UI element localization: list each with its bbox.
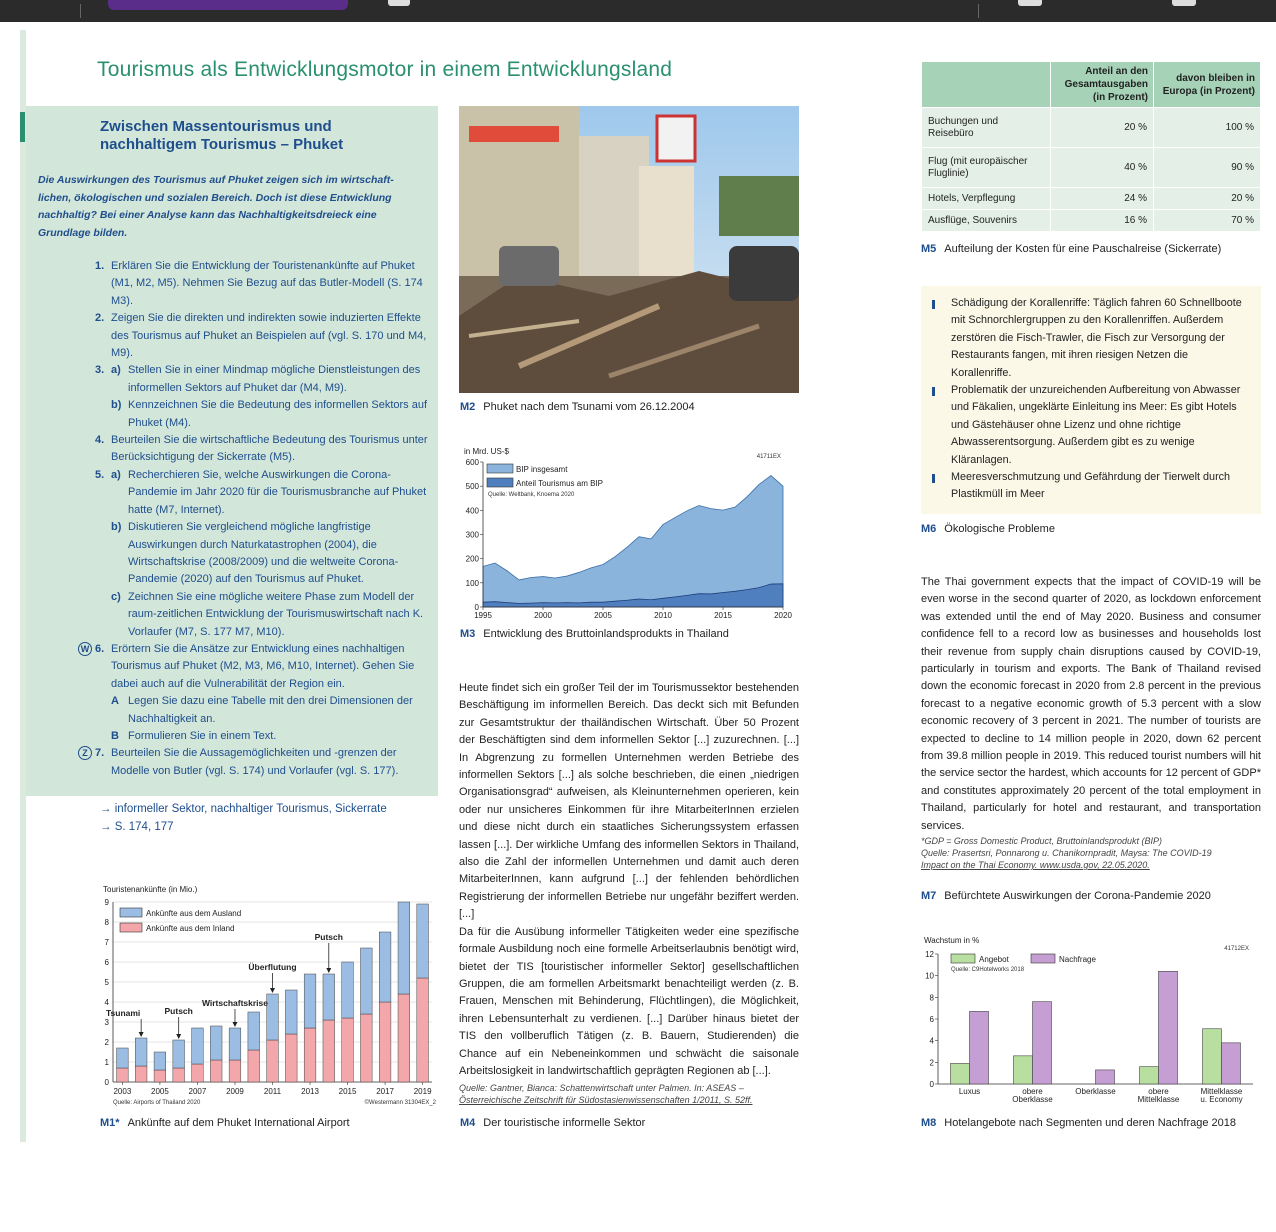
m7-caption (921, 890, 1211, 902)
caption-text: Aufteilung der Kosten für eine Pauschalreise (Sickerrate) (944, 243, 1222, 255)
bar-inland-2011 (267, 1040, 279, 1082)
bar-inland-2016 (361, 1014, 373, 1082)
m1-legend (120, 908, 241, 933)
y-tick-label: 0 (104, 1078, 109, 1087)
m3-legend (487, 464, 603, 498)
bar-inland-2018 (398, 994, 410, 1082)
annotation-label: Putsch (314, 932, 343, 942)
bar-angebot-1 (1014, 1056, 1033, 1084)
bar-inland-2019 (417, 978, 429, 1082)
m1-y-ticks (105, 898, 110, 1087)
bar-ausland-2013 (304, 974, 316, 1028)
task-text: Erörtern Sie die Ansätze zur Entwicklung eines nachhaltigen Tourismus auf Phuket (M2, M3, M6, M10, Internet). Gehen Sie dabei auch auf die Vulnerabilität der Region ein. (111, 642, 415, 690)
task-6b (111, 728, 434, 745)
building-mid (579, 136, 649, 286)
task-number: 7. (95, 747, 105, 760)
bar-nachfrage-4 (1222, 1043, 1241, 1084)
legend-label-inland: Ankünfte aus dem Inland (146, 924, 235, 933)
m3-source: Quelle: Weltbank, Knoema 2020 (488, 492, 575, 498)
subtask-label: B (111, 729, 119, 742)
task-6a (111, 693, 434, 728)
task-mark-w: W (78, 642, 92, 656)
legend-swatch-nachfrage (1031, 954, 1055, 963)
y-tick-label: 2 (104, 1038, 109, 1047)
m2-photo-tsunami (459, 106, 799, 393)
m1-chart (96, 880, 440, 1110)
y-tick-label: 3 (104, 1018, 109, 1027)
bar-nachfrage-0 (970, 1011, 989, 1084)
bar-inland-2013 (304, 1028, 316, 1082)
x-category-label: u. Economy (1200, 1095, 1243, 1104)
m1-x-ticks (113, 1082, 432, 1096)
toolbar-icon[interactable] (1172, 0, 1196, 6)
x-tick-label: 2010 (654, 611, 672, 620)
wrecked-car (499, 246, 559, 286)
task-text: Formulieren Sie in einem Text. (128, 729, 277, 742)
task-text: Diskutieren Sie vergleichend mögliche langfristige Auswirkungen durch Naturkatastrophen (2004), die Wirtschaftskrise (2008/2009) und die weltweite Corona-Pandemie (2020) auf den Tourismus auf Phuket. (128, 521, 399, 586)
bar-angebot-3 (1140, 1067, 1159, 1084)
bar-ausland-2005 (154, 1052, 166, 1070)
x-tick-label: 2017 (376, 1087, 394, 1096)
task-6 (78, 641, 434, 745)
x-tick-label: 1995 (474, 611, 492, 620)
bar-inland-2012 (285, 1034, 297, 1082)
table-row (922, 108, 1261, 148)
bar-inland-2017 (379, 1002, 391, 1082)
y-tick-label: 9 (104, 898, 109, 907)
m7-text-block (921, 574, 1261, 871)
active-tab-indicator[interactable] (108, 0, 348, 10)
x-tick-label: 2003 (113, 1087, 132, 1096)
task-box-accent (20, 112, 25, 142)
bar-ausland-2010 (248, 1012, 260, 1050)
caption-id: M8 (921, 1117, 937, 1129)
caption-text: Ankünfte auf dem Phuket International Airport (127, 1117, 350, 1129)
m6-item: Schädigung der Korallenriffe: Täglich fahren 60 Schnellboote mit Schnorchlergruppen zu den Korallenriffen. Außerdem zerstören die Fisch-Trawler, die Fisch zur Versorgung der Restaurants fangen, mit ihren riesigen Netzen die Korallenriffe. (930, 295, 1250, 382)
m8-source: Quelle: C9Hotelworks 2018 (951, 967, 1025, 973)
m6-caption (921, 523, 1055, 535)
m4-paragraph: Da für die Ausübung informeller Tätigkeiten weder eine spezifische formale Ausbildung noch eine formelle Arbeitserlaubnis benötigt wird, bietet der TIS [touristischer informeller Sektor] gesellschaftlichen Gruppen, die am formellen Arbeitsmarkt benachteiligt werden (z. B. Frauen, Menschen mit Behinderung, Flüchtlingen), die Möglichkeit, ihren Lebensunterhalt zu verdienen. [...] Darüber hinaus bietet der TIS den vollberuflich Tätigen (z. B. Bauern, Studierenden) die Chance auf ein Nebeneinkommen und schwächt die saisonale Arbeitslosigkeit in landwirtschaftlich geprägten Regionen ab [...]. (459, 925, 799, 1077)
y-tick-label: 4 (929, 1036, 934, 1046)
bar-ausland-2017 (379, 932, 391, 1002)
y-tick-label: 600 (465, 458, 479, 467)
annotation-arrowhead (176, 1034, 181, 1039)
page-title: Tourismus als Entwicklungsmotor in einem Entwicklungsland (97, 58, 673, 81)
subtask-label: b) (111, 521, 122, 534)
cross-references (100, 800, 387, 836)
task-number: 2. (95, 312, 105, 325)
task-text: Beurteilen Sie die Aussagemöglichkeiten und -grenzen der Modelle von Butler (vgl. S. 174) und Vorlaufer (vgl. S. 177). (111, 747, 399, 777)
table-cell: Buchungen und Reisebüro (922, 108, 1051, 148)
m3-y-ticks (466, 458, 483, 612)
x-tick-label: 2011 (263, 1087, 282, 1096)
caption-id: M7 (921, 890, 937, 902)
task-text: Legen Sie dazu eine Tabelle mit den drei Dimensionen der Nachhaltigkeit an. (128, 695, 413, 725)
task-number: 1. (95, 260, 105, 272)
task-text: Zeichnen Sie eine mögliche weitere Phase zum Modell der raum-zeitlichen Entwicklung der Tourismuswirtschaft nach K. Vorlaufer (M7, S. 177 M7, M10). (128, 590, 424, 638)
caption-id: M3 (460, 628, 476, 640)
y-tick-label: 400 (465, 506, 479, 516)
table-cell: 16 % (1051, 210, 1154, 232)
m4-caption (460, 1117, 645, 1129)
task-text: Stellen Sie in einer Mindmap mögliche Dienstleistungen des informellen Sektors auf Phuket dar (M4, M9). (128, 364, 421, 394)
m8-x-ticks (959, 1087, 1243, 1104)
bar-inland-2008 (210, 1060, 222, 1082)
bar-nachfrage-3 (1159, 971, 1178, 1084)
bar-ausland-2008 (210, 1026, 222, 1060)
x-tick-label: 2005 (151, 1087, 169, 1096)
bar-inland-2007 (192, 1064, 204, 1082)
task-1 (78, 258, 434, 310)
x-category-label: obere (1148, 1087, 1169, 1096)
task-3 (78, 362, 434, 432)
subtask-label: a) (111, 468, 121, 481)
bar-ausland-2014 (323, 974, 335, 1020)
legend-label-ausland: Ankünfte aus dem Ausland (146, 909, 242, 918)
task-3a (111, 362, 434, 397)
task-number: 3. (95, 364, 105, 377)
table-cell: Ausflüge, Souvenirs (922, 210, 1051, 232)
x-tick-label: 2000 (534, 611, 552, 620)
table-row (922, 188, 1261, 210)
m4-paragraph: Heute findet sich ein großer Teil der im Tourismussektor bestehenden Beschäftigung im informellen Bereich. Das deckt sich mit Befunden zur Gesamtstruktur der thailändischen Wirtschaft. Über 50 Prozent der Beschäftigten sind dem informellen Sektor [...] zuzurechnen. [...] In Abgrenzung zu formellen Unternehmen werden Betriebe des informellen Sektors [...] als solche beschrieben, die einen „niedrigen Organisationsgrad“ aufweisen, als Kleinunternehmen operieren, kein oder nur unsicheres Einkommen für ihre MitarbeiterInnen erzielen und diese nicht durch ein staatliches Sicherungssystem erfassen lassen [...]. Der wirkliche Umfang des informellen Sektors in Thailand, also die Zahl der informellen Unternehmen und damit auch deren MitarbeiterInnen, kann aufgrund [...] der fehlenden behördlichen Registrierung der informellen Betriebe nur ungefähr beziffert werden. [...] (459, 682, 799, 921)
caption-text: Ökologische Probleme (944, 523, 1055, 535)
m7-source-line: Impact on the Thai Economy. www.usda.gov, 22.05.2020. (921, 860, 1150, 871)
task-text: Erklären Sie die Entwicklung der Touristenankünfte auf Phuket (M1, M2, M5). Nehmen Sie Bezug auf das Butler-Modell (S. 174 M3). (111, 260, 423, 307)
table-cell: 70 % (1154, 210, 1261, 232)
bar-ausland-2016 (361, 948, 373, 1014)
x-category-label: obere (1022, 1087, 1043, 1096)
store-sign (657, 116, 695, 161)
y-tick-label: 100 (465, 578, 479, 588)
caption-text: Entwicklung des Bruttoinlandsprodukts in Thailand (483, 628, 729, 640)
table-cell: 40 % (1051, 148, 1154, 188)
y-tick-label: 4 (104, 998, 109, 1007)
legend-label-angebot: Angebot (979, 955, 1009, 964)
task-box-subtitle (100, 118, 420, 154)
annotation-arrowhead (139, 1032, 144, 1037)
x-tick-label: 2019 (413, 1087, 432, 1096)
m8-y-axis-label: Wachstum in % (924, 936, 980, 945)
bar-nachfrage-1 (1033, 1002, 1052, 1084)
bar-ausland-2006 (173, 1040, 185, 1068)
m8-caption (921, 1117, 1236, 1129)
task-4 (78, 432, 434, 467)
bar-ausland-2011 (267, 994, 279, 1040)
subtitle-line: Zwischen Massentourismus und (100, 118, 332, 135)
table-header: davon bleiben in Europa (in Prozent) (1154, 62, 1261, 108)
legend-swatch-angebot (951, 954, 975, 963)
caption-text: Befürchtete Auswirkungen der Corona-Pandemie 2020 (944, 890, 1211, 902)
y-tick-label: 300 (465, 530, 479, 540)
task-text: Beurteilen Sie die wirtschaftliche Bedeutung des Tourismus unter Berücksichtigung der Sickerrate (M5). (111, 434, 428, 464)
m3-y-axis-label: in Mrd. US-$ (464, 447, 509, 456)
m3-caption (460, 628, 729, 640)
annotation-label: Tsunami (105, 1008, 141, 1018)
m7-footnote: *GDP = Gross Domestic Product, Bruttoinlandsprodukt (BIP) (921, 836, 1163, 847)
bar-ausland-2012 (285, 990, 297, 1034)
legend-swatch-inland (120, 923, 142, 932)
annotation-arrowhead (232, 1022, 237, 1027)
y-tick-label: 7 (104, 938, 109, 947)
legend-label-tourismus: Anteil Tourismus am BIP (516, 479, 603, 488)
legend-swatch-bip (487, 464, 513, 473)
m4-source (459, 1082, 799, 1106)
x-category-label: Oberklasse (1075, 1087, 1116, 1096)
x-tick-label: 2009 (226, 1087, 244, 1096)
task-5b (111, 519, 434, 589)
y-tick-label: 12 (925, 950, 934, 959)
table-row (922, 210, 1261, 232)
viewer-toolbar (0, 0, 1276, 22)
x-category-label: Mittelklasse (1137, 1095, 1180, 1104)
tsunami-photo-illustration (459, 106, 799, 393)
crossref-pages[interactable]: → S. 174, 177 (100, 821, 174, 833)
y-tick-label: 1 (104, 1058, 109, 1067)
shop-sign (469, 126, 559, 142)
m7-paragraph: The Thai government expects that the impact of COVID-19 will be even worse in the second quarter of 2020, as lockdown enforcement was extended until the end of May 2020. Business and consumer confidence fell to a record low as businesses and households lost their revenue from supply chain disruptions caused by COVID-19, particularly in tourism and exports. The Bank of Thailand revised down the economic forecast in 2020 from 2.8 percent in the previous forecast to a negative economic growth of 5.3 percent with a slow economic recovery of 3 percent in 2021. The number of tourists are expected to decline to 14 million people in 2020, down 62 percent from 39.8 million people in 2019. This reduced tourist numbers will hit the service sector the hardest, which accounts for 12 percent of GDP* and constitutes approximately 20 percent of the total employment in Thailand, particularly for hotel and restaurant, and transportation services. (921, 576, 1261, 832)
subtask-label: c) (111, 590, 121, 603)
task-number: 5. (95, 468, 105, 481)
x-tick-label: 2007 (188, 1087, 207, 1096)
bar-ausland-2019 (417, 904, 429, 978)
bar-inland-2009 (229, 1060, 241, 1082)
task-number: 4. (95, 434, 105, 447)
bar-inland-2003 (117, 1068, 129, 1082)
subtitle-line: nachhaltigem Tourismus – Phuket (100, 136, 344, 153)
m2-caption (460, 401, 695, 413)
hill-trees (719, 176, 799, 236)
task-number: 6. (95, 642, 105, 655)
m5-table (921, 61, 1261, 232)
y-tick-label: 5 (104, 978, 109, 987)
caption-id: M6 (921, 523, 937, 535)
m3-code: 41711EX (756, 454, 781, 460)
bar-inland-2004 (135, 1066, 147, 1082)
bar-ausland-2009 (229, 1028, 241, 1060)
table-cell: Hotels, Verpflegung (922, 188, 1051, 210)
toolbar-separator (80, 4, 81, 18)
legend-label-bip: BIP insgesamt (516, 465, 568, 474)
task-text: Zeigen Sie die direkten und indirekten sowie induzierten Effekte des Tourismus auf Phuket an Beispielen auf (vgl. S. 170 und M4, M9). (111, 312, 427, 360)
m6-item: Problematik der unzureichenden Aufbereitung von Abwasser und Fäkalien, ungeklärte Einleitung ins Meer: Es gibt Hotels und Gästehäuser ohne Lizenz und ohne richtige Abwasserentsorgung. Außerdem gibt es zu wenige Kläranlagen. (930, 382, 1250, 469)
task-5 (78, 467, 434, 641)
annotation-arrowhead (270, 988, 275, 993)
m4-text-block (459, 680, 799, 1106)
subtask-label: a) (111, 364, 121, 377)
caption-text: Phuket nach dem Tsunami vom 26.12.2004 (483, 401, 695, 413)
m1-caption (100, 1117, 350, 1129)
toolbar-separator (978, 4, 979, 18)
x-category-label: Oberklasse (1012, 1095, 1053, 1104)
table-cell: 90 % (1154, 148, 1261, 188)
legend-swatch-tourismus (487, 478, 513, 487)
y-tick-label: 2 (929, 1058, 934, 1068)
m1-source: Quelle: Airports of Thailand 2020 (113, 1100, 201, 1106)
bar-inland-2005 (154, 1070, 166, 1082)
task-text: Kennzeichnen Sie die Bedeutung des informellen Sektors auf Phuket (M4). (128, 399, 428, 429)
caption-id: M5 (921, 243, 937, 255)
legend-swatch-ausland (120, 908, 142, 917)
caption-id: M1* (100, 1117, 120, 1129)
bar-ausland-2007 (192, 1028, 204, 1064)
bar-angebot-0 (951, 1063, 970, 1084)
bar-angebot-4 (1203, 1029, 1222, 1084)
caption-text: Der touristische informelle Sektor (483, 1117, 646, 1129)
bar-inland-2006 (173, 1068, 185, 1082)
table-header: Anteil an den Gesamtausgaben (in Prozent) (1051, 62, 1154, 108)
m8-legend (951, 954, 1096, 973)
building-right (639, 166, 694, 286)
y-tick-label: 500 (465, 482, 479, 492)
task-mark-z: Z (78, 746, 92, 760)
bar-inland-2014 (323, 1020, 335, 1082)
caption-text: Hotelangebote nach Segmenten und deren Nachfrage 2018 (944, 1117, 1237, 1129)
m8-bars (938, 954, 1253, 1084)
annotation-arrowhead (326, 968, 331, 973)
m1-copyright: ©Westermann 31304EX_2 (364, 1100, 436, 1106)
subtask-label: b) (111, 399, 122, 412)
m8-chart (921, 930, 1261, 1110)
caption-id: M4 (460, 1117, 476, 1129)
bar-nachfrage-2 (1096, 1070, 1115, 1084)
crossref-keywords[interactable]: → informeller Sektor, nachhaltiger Tourismus, Sickerrate (100, 803, 387, 815)
m8-code: 41712EX (1224, 946, 1249, 952)
annotation-label: Wirtschaftskrise (201, 998, 269, 1008)
subtask-label: A (111, 695, 119, 708)
table-cell: 24 % (1051, 188, 1154, 210)
table-cell: 100 % (1154, 108, 1261, 148)
task-box-intro: Die Auswirkungen des Tourismus auf Phuket zeigen sich im wirtschaftlichen, ökologischen und sozialen Bereich. Doch ist diese Entwicklung nachhaltig? Bei einer Analyse kann das Nachhaltigkeitsdreieck eine Grundlage bilden. (38, 174, 394, 239)
toolbar-icon[interactable] (1018, 0, 1042, 6)
toolbar-icon[interactable] (388, 0, 410, 6)
m7-source-line: Quelle: Prasertsri, Ponnarong u. Chanikornpradit, Maysa: The COVID-19 (921, 848, 1212, 859)
annotation-label: Putsch (164, 1006, 193, 1016)
m1-y-axis-label: Touristenankünfte (in Mio.) (103, 885, 198, 894)
x-category-label: Mittelklasse (1200, 1087, 1243, 1096)
x-tick-label: 2013 (301, 1087, 319, 1096)
m5-caption (921, 243, 1221, 255)
x-tick-label: 2015 (714, 611, 732, 620)
task-5c (111, 589, 434, 641)
y-tick-label: 0 (474, 603, 479, 612)
m6-list (930, 295, 1250, 504)
y-tick-label: 6 (929, 1015, 934, 1024)
task-text: Recherchieren Sie, welche Auswirkungen die Corona-Pandemie im Jahr 2020 für die Tourismusbranche auf Phuket hatte (M7, Internet). (128, 468, 427, 516)
y-tick-label: 8 (929, 993, 934, 1003)
bar-inland-2010 (248, 1050, 260, 1082)
m8-y-ticks (925, 950, 938, 1089)
task-2 (78, 310, 434, 362)
table-row (922, 148, 1261, 188)
table-cell: 20 % (1051, 108, 1154, 148)
x-tick-label: 2020 (774, 611, 792, 620)
y-tick-label: 10 (925, 971, 934, 981)
table-cell: 20 % (1154, 188, 1261, 210)
bar-ausland-2015 (342, 962, 354, 1018)
m3-x-ticks (474, 607, 792, 620)
task-5a (111, 467, 434, 519)
y-tick-label: 8 (104, 918, 109, 927)
task-3b (111, 397, 434, 432)
table-header-row (922, 62, 1261, 108)
x-tick-label: 2005 (594, 611, 612, 620)
y-tick-label: 0 (929, 1080, 934, 1089)
m4-source-line: Quelle: Gantner, Bianca: Schattenwirtschaft unter Palmen. In: ASEAS – (459, 1083, 744, 1094)
m6-item: Meeresverschmutzung und Gefährdung der Tierwelt durch Plastikmüll im Meer (930, 469, 1250, 504)
bar-ausland-2003 (117, 1048, 129, 1068)
task-7 (78, 745, 434, 780)
legend-label-nachfrage: Nachfrage (1059, 955, 1096, 964)
annotation-label: Überflutung (248, 962, 297, 972)
caption-id: M2 (460, 401, 476, 413)
y-tick-label: 200 (465, 554, 479, 564)
m3-chart (459, 444, 799, 624)
bar-ausland-2004 (135, 1038, 147, 1066)
x-category-label: Luxus (958, 1087, 981, 1096)
table-header (922, 62, 1051, 108)
bar-inland-2015 (342, 1018, 354, 1082)
wrecked-vehicle (729, 246, 799, 301)
y-tick-label: 6 (104, 958, 109, 967)
table-cell: Flug (mit europäischer Fluglinie) (922, 148, 1051, 188)
x-tick-label: 2015 (338, 1087, 357, 1096)
bar-ausland-2018 (398, 902, 410, 994)
m4-source-line: Österreichische Zeitschrift für Südostasienwissenschaften 1/2011, S. 52ff. (459, 1095, 753, 1106)
task-list (78, 258, 434, 780)
